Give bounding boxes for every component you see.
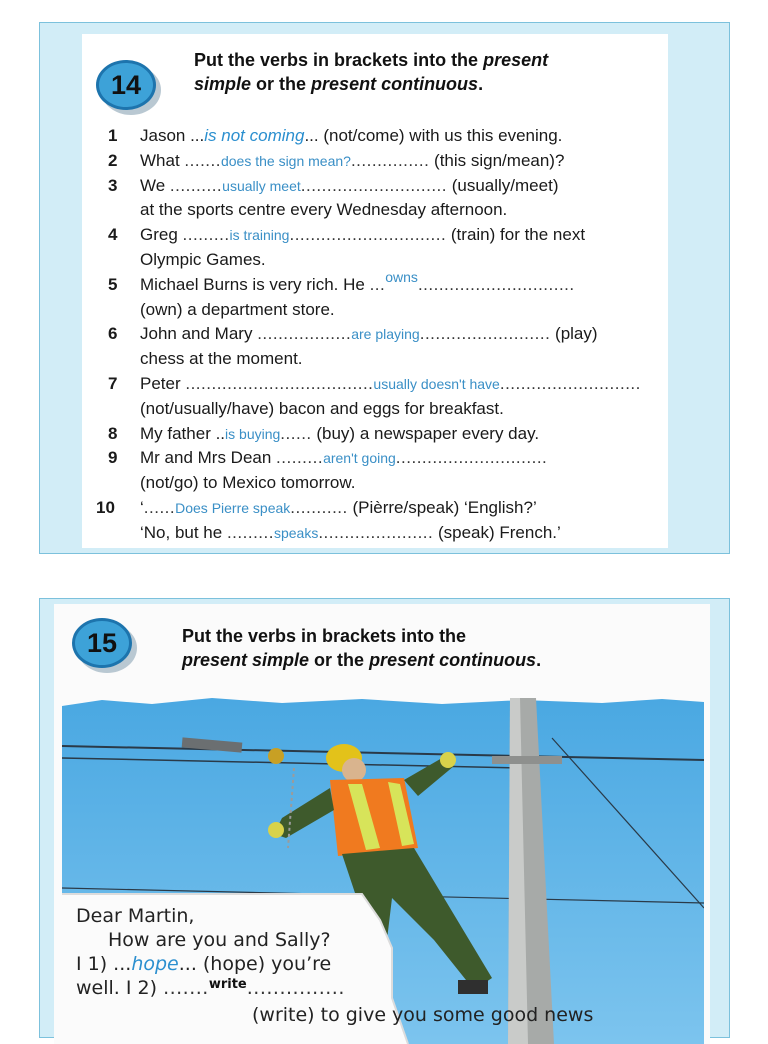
typed-answer: Does Pierre speak (175, 499, 291, 516)
exercise-item: 5 Michael Burns is very rich. He ...owns.............................. (own) a department store. (96, 273, 656, 323)
exercise-14-card (82, 34, 668, 548)
exercise-item: 1 Jason ...is not coming... (not/come) with us this evening. (108, 126, 563, 145)
typed-answer: is training (229, 227, 290, 244)
slide-exercise-15 (39, 598, 730, 1038)
exercise-item: 10 ‘......Does Pierre speak........... (Pièrre/speak) ‘English?’ ‘No, but he .........speaks...................... (speak) French.’ (96, 496, 656, 546)
exercise-item: 8 My father ..is buying...... (buy) a newspaper every day. (96, 422, 656, 447)
exercise-item: 7 Peter ....................................usually doesn't have........................... (not/usually/have) bacon and eggs for breakfast. (108, 373, 641, 418)
typed-answer: are playing (351, 326, 420, 343)
typed-answer: usually doesn't have (373, 375, 500, 392)
typed-answer: aren't going (323, 450, 396, 467)
exercise-number-badge: 15 (72, 618, 132, 668)
slide-exercise-14 (39, 22, 730, 554)
exercise-item: 9 Mr and Mrs Dean .........aren't going............................. (not/go) to Mexico tomorrow. (108, 448, 548, 493)
typed-answer: write (208, 977, 247, 992)
exercise-item: 3 We ..........usually meet............................ (usually/meet) at the sports centre every Wednesday afternoon. (108, 175, 559, 220)
typed-answer: is buying (225, 425, 281, 442)
exercise-15-instructions: Put the verbs in brackets into the present simple or the present continuous. (182, 626, 542, 670)
typed-answer: speaks (273, 524, 319, 541)
exercise-number-badge: 14 (96, 60, 156, 110)
exercise-item: 4 Greg .........is training.............................. (train) for the next Olympic Games. (108, 225, 586, 269)
exercise-14-instructions: Put the verbs in brackets into the present simple or the present continuous. (194, 50, 549, 94)
exercise-item: 6 John and Mary ..................are playing......................... (play) chess at the moment. (108, 324, 598, 369)
typed-answer: usually meet (222, 177, 301, 194)
letter-text: Dear Martin, How are you and Sally? I 1) ...hope... (hope) you’re well. I 2) .......$^{write}$............... (write) to give you some good news (76, 905, 594, 1026)
printed-example-answer: is not coming (204, 126, 305, 145)
exercise-item: 2 What .......does the sign mean?............... (this sign/mean)? (96, 149, 656, 174)
exercise-15-card (54, 604, 710, 1044)
printed-example-answer: hope (131, 953, 179, 975)
exercise-14-list (96, 124, 656, 546)
typed-answer: does the sign mean? (220, 152, 351, 169)
typed-answer: owns (385, 268, 418, 285)
